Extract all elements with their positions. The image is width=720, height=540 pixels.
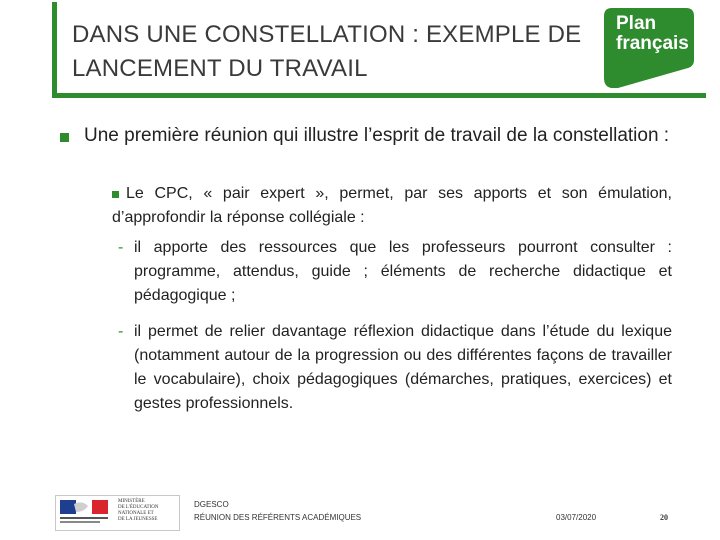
bullet-level-1-text: Une première réunion qui illustre l’esprit de travail de la constellation : bbox=[84, 125, 670, 146]
logo-line-2: français bbox=[616, 33, 689, 54]
ministry-logo bbox=[55, 495, 180, 531]
square-bullet-icon bbox=[60, 133, 69, 142]
square-bullet-icon bbox=[112, 191, 119, 198]
ministry-text bbox=[118, 499, 158, 523]
plan-francais-logo bbox=[604, 8, 694, 88]
page-number: 20 bbox=[660, 513, 668, 522]
ministry-line: DE LA JEUNESSE bbox=[118, 517, 158, 522]
dash-bullet-icon: - bbox=[118, 239, 124, 256]
ministry-line: DE L'ÉDUCATION bbox=[118, 505, 159, 510]
dash-item-text: il apporte des ressources que les professeurs pourront consulter : programme, attendus, guide ; éléments de recherche didactique et pédagogique ; bbox=[134, 239, 672, 304]
footer-dgesco: DGESCO bbox=[194, 500, 229, 509]
logo-text bbox=[616, 14, 689, 54]
slide-title-line-2: LANCEMENT DU TRAVAIL bbox=[72, 55, 368, 82]
footer-meeting-title: RÉUNION DES RÉFÉRENTS ACADÉMIQUES bbox=[194, 513, 362, 522]
dash-item bbox=[118, 320, 672, 416]
marianne-icon bbox=[60, 500, 108, 526]
dash-bullet-icon: - bbox=[118, 323, 124, 340]
ministry-line: NATIONALE ET bbox=[118, 511, 154, 516]
ministry-line: MINISTÈRE bbox=[118, 499, 145, 504]
footer-date: 03/07/2020 bbox=[556, 513, 597, 522]
bullet-level-1 bbox=[60, 122, 672, 150]
logo-line-1: Plan bbox=[616, 13, 657, 34]
dash-item bbox=[118, 236, 672, 308]
bullet-level-2-text: Le CPC, « pair expert », permet, par ses apports et son émulation, d’approfondir la réponse collégiale : bbox=[112, 185, 672, 226]
dash-item-text: il permet de relier davantage réflexion didactique dans l’étude du lexique (notamment autour de la progression ou des différentes façons de travailler le vocabulaire), choix pédagogiques (démarches, pratiques, exercices) et gestes professionnels. bbox=[134, 323, 672, 412]
slide-title-line-1: DANS UNE CONSTELLATION : EXEMPLE DE bbox=[72, 21, 582, 48]
bullet-level-2 bbox=[112, 182, 672, 230]
slide-title bbox=[72, 18, 602, 86]
